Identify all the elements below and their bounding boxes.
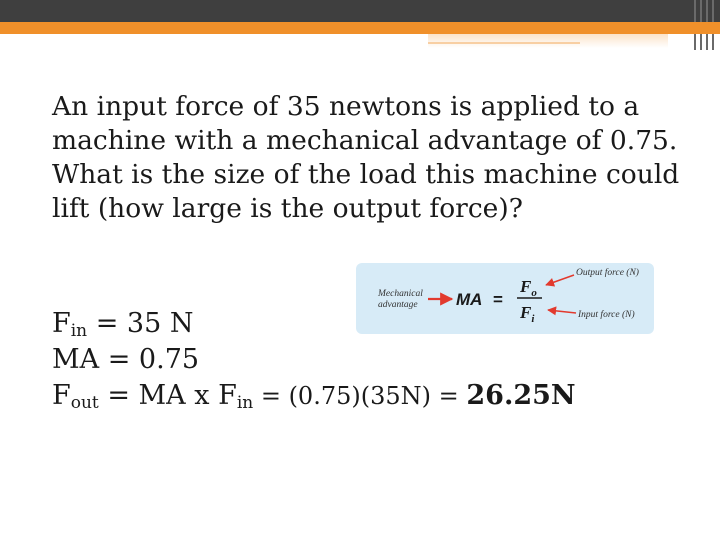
- answer-block: [52, 306, 692, 414]
- formula-left-label-1: Mechanical: [378, 289, 423, 299]
- formula-ma: MA: [456, 290, 483, 309]
- answer-fout: $F_{out}$ = MA x $F_{in} = (0.75)(35N) = 26.25N$: [52, 380, 576, 413]
- formula-input-label: Input force (N): [578, 310, 635, 320]
- answer-ma: MA = 0.75: [52, 344, 200, 375]
- formula-arrow-output: [546, 275, 574, 285]
- accent-fade: [428, 34, 668, 48]
- formula-numerator: $F_o$: [520, 277, 537, 299]
- accent-line: [428, 42, 580, 44]
- header-bar: [0, 0, 720, 22]
- formula-denominator: $F_i$: [520, 303, 535, 325]
- answer-result: 26.25N: [466, 380, 576, 411]
- answer-fin: $F_{in} = 35$ N: [52, 308, 194, 341]
- formula-equals: =: [493, 290, 503, 309]
- accent-bar: [0, 22, 720, 34]
- formula-left-label-2: advantage: [378, 300, 418, 310]
- formula-output-label: Output force (N): [576, 268, 639, 278]
- question-text: An input force of 35 newtons is applied to a machine with a mechanical advantage of 0.75. What is the size of the load this machine could lift (how large is the output force)?: [52, 91, 680, 224]
